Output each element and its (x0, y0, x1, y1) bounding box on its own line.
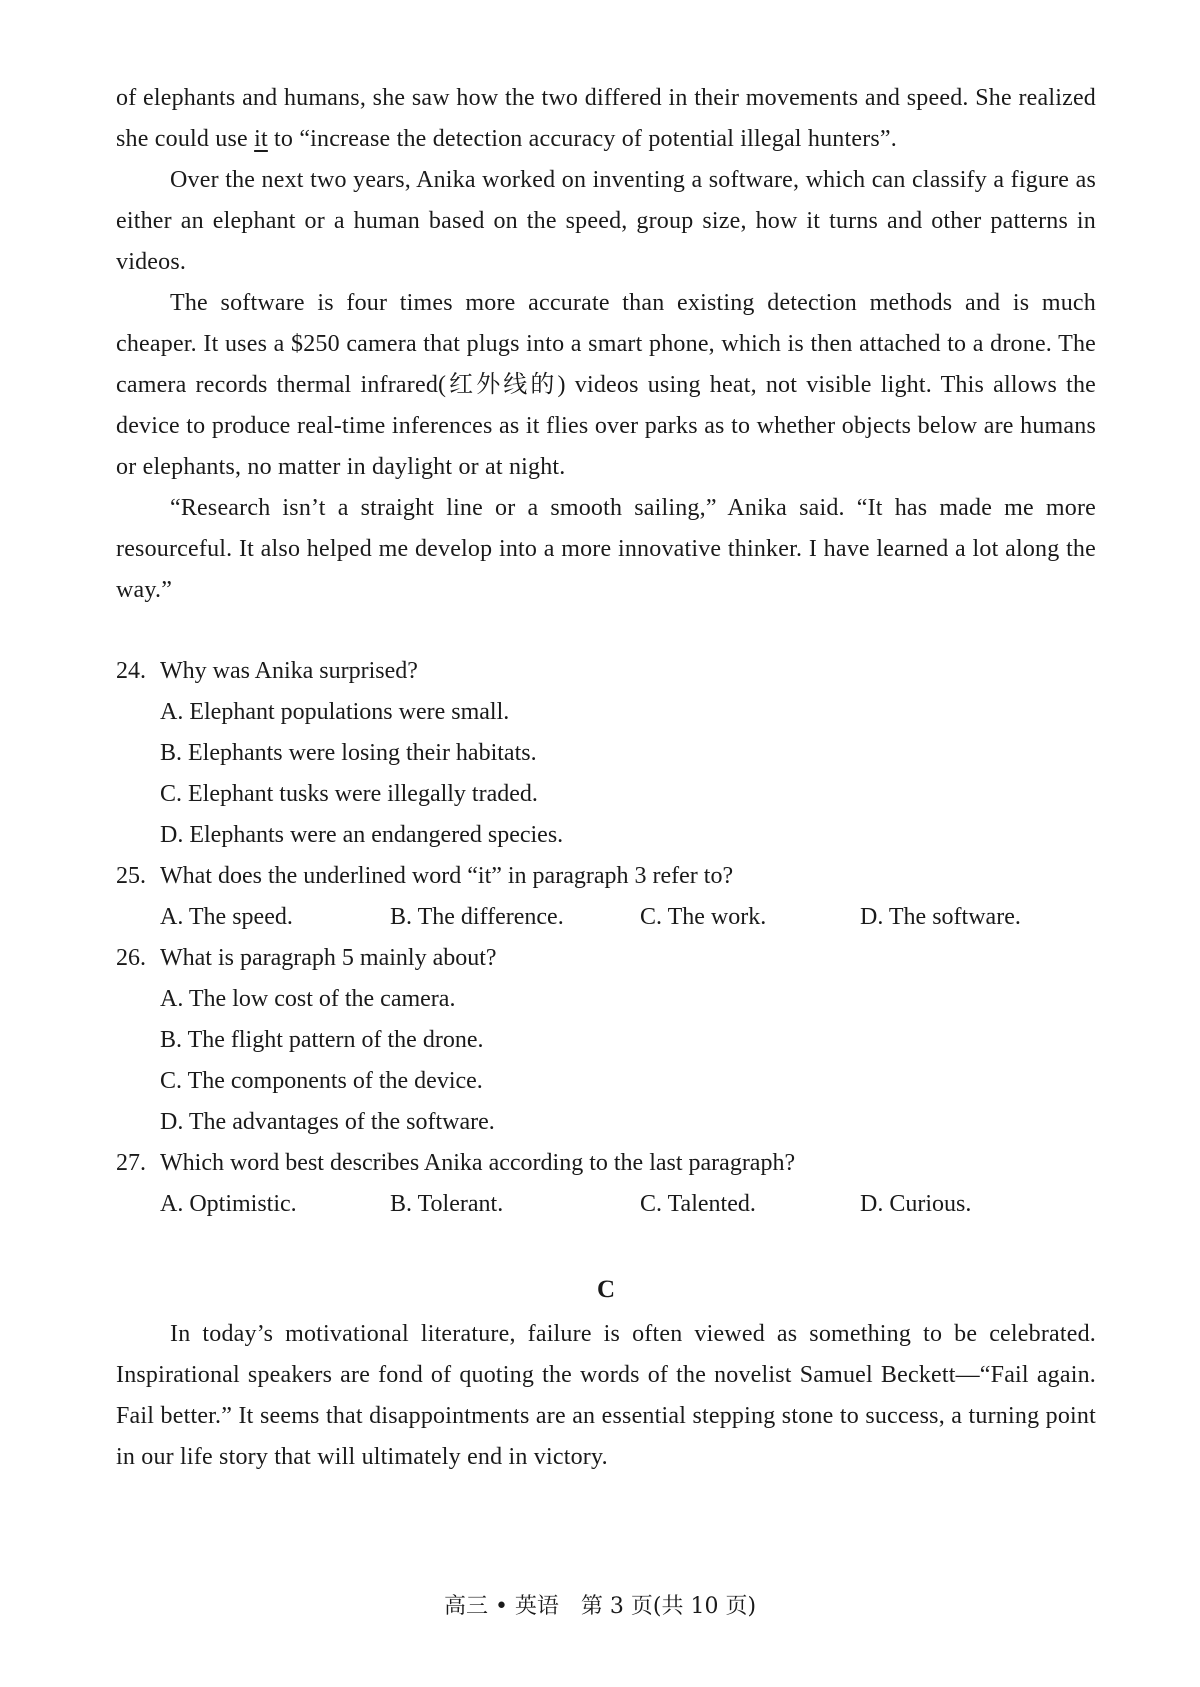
option-a: A. The low cost of the camera. (160, 986, 456, 1012)
paragraph-1-text-end: to “increase the detection accuracy of potential illegal hunters”. (267, 126, 897, 152)
option-b: B. Tolerant. (390, 1191, 504, 1217)
option-c: C. The work. (640, 904, 767, 930)
option-c: C. The components of the device. (160, 1068, 483, 1094)
question-25 (116, 856, 1096, 938)
question-stem: Why was Anika surprised? (160, 658, 418, 684)
exam-page (116, 78, 1096, 1478)
question-26 (116, 938, 1096, 1143)
option-d: D. The software. (860, 904, 1021, 930)
question-number: 25. (116, 863, 146, 889)
option-d: D. Curious. (860, 1191, 972, 1217)
option-b: B. Elephants were losing their habitats. (160, 740, 537, 766)
option-d: D. Elephants were an endangered species. (160, 822, 564, 848)
option-a: A. The speed. (160, 904, 293, 930)
passage-b-paragraph-4: “Research isn’t a straight line or a smooth sailing,” Anika said. “It has made me more resourceful. It also helped me develop into a more innovative thinker. I have learned a lot along the way.” (116, 495, 1096, 603)
question-24 (116, 651, 1096, 856)
option-c: C. Elephant tusks were illegally traded. (160, 781, 538, 807)
question-number: 24. (116, 658, 146, 684)
options-row (116, 1184, 1096, 1225)
option-a: A. Optimistic. (160, 1191, 297, 1217)
passage-b-paragraph-2: Over the next two years, Anika worked on inventing a software, which can classify a figure as either an elephant or a human based on the speed, group size, how it turns and other patterns in videos. (116, 167, 1096, 275)
question-stem: What does the underlined word “it” in paragraph 3 refer to? (160, 863, 734, 889)
option-c: C. Talented. (640, 1191, 756, 1217)
question-number: 26. (116, 945, 146, 971)
option-a: A. Elephant populations were small. (160, 699, 510, 725)
passage-b-paragraph-3: The software is four times more accurate than existing detection methods and is much cheaper. It uses a $250 camera that plugs into a smart phone, which is then attached to a drone. The camera records thermal infrared(红外线的) videos using heat, not visible light. This allows the device to produce real-time inferences as it flies over parks as to whether objects below are humans or elephants, no matter in daylight or at night. (116, 290, 1096, 480)
question-stem: What is paragraph 5 mainly about? (160, 945, 497, 971)
passage-b-paragraph-1 (116, 78, 1096, 160)
paragraph-1-text-start: of elephants and humans, she saw how the two differed in their movements and speed. She realized she could use (116, 85, 1096, 152)
passage-c-paragraph-1: In today’s motivational literature, failure is often viewed as something to be celebrated. Inspirational speakers are fond of quoting the words of the novelist Samuel Beckett—“Fail again. Fail better.” It seems that disappointments are an essential stepping stone to success, a turning point in our life story that will ultimately end in victory. (116, 1321, 1096, 1470)
underlined-word-it: it (254, 126, 268, 152)
section-heading-c: C (596, 1276, 616, 1303)
options-row (116, 897, 1096, 938)
page-footer: 高三 • 英语 第 3 页(共 10 页) (443, 1594, 757, 1619)
option-b: B. The difference. (390, 904, 564, 930)
questions-section (116, 651, 1096, 1225)
question-27 (116, 1143, 1096, 1225)
question-stem: Which word best describes Anika according to the last paragraph? (160, 1150, 796, 1176)
option-b: B. The flight pattern of the drone. (160, 1027, 484, 1053)
question-number: 27. (116, 1150, 146, 1176)
option-d: D. The advantages of the software. (160, 1109, 495, 1135)
